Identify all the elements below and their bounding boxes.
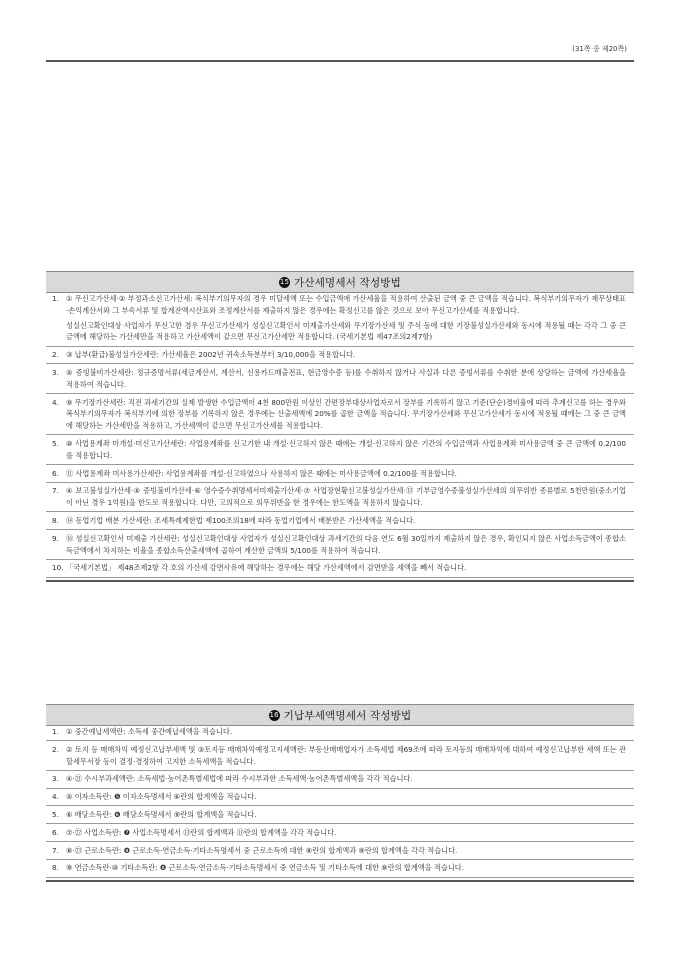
item-separator <box>46 482 634 483</box>
section-15-title: 가산세명세서 작성방법 <box>294 276 401 289</box>
instruction-item <box>46 562 634 574</box>
instruction-item <box>46 293 634 343</box>
item-separator <box>46 823 634 824</box>
item-number: 8. <box>52 515 59 525</box>
section-15-list <box>46 293 634 578</box>
item-number: 6. <box>52 827 59 837</box>
item-separator <box>46 841 634 842</box>
item-paragraph: ② 토지 등 매매차익 예정신고납부세액 및 ③토지등 매매차익예정고지세액란: 부동산매매업자가 소득세법 제69조에 따라 토지등의 매매차익에 대하여 예정신고납부한 세액 또는 관할세무서장 등이 결정·경정하여 고지한 소득세액을 적습니다. <box>66 744 626 766</box>
item-paragraph: ⑥ 배당소득란: ❻ 배당소득명세서 ⑨란의 합계액을 적습니다. <box>66 809 257 819</box>
section-16-bottom-rule <box>46 880 634 882</box>
item-paragraph: ① 무신고가산세·② 부정과소신고가산세: 복식부기의무자의 경우 미달세액 또는 수입금액에 가산세율을 적용하여 산출된 금액 중 큰 금액을 적습니다. 복식부기의무자가 재무상태표·손익계산서와 그 부속서류 및 합계잔액시산표와 조정계산서를 제출하지 않은 경우에는 확정신고를 않은 것으로 보아 무신고가산세를 적용합니다. <box>66 294 626 315</box>
section-16-prepaid-tax <box>46 704 634 882</box>
instruction-item <box>46 845 634 857</box>
item-number: 1. <box>52 294 59 303</box>
item-number: 8. <box>52 863 59 873</box>
item-paragraph: ⑦·㉒ 사업소득란: ❼ 사업소득명세서 ⑬란의 합계액과 ⑪란의 합계액을 각각 적습니다. <box>66 827 337 837</box>
instruction-item <box>46 862 634 874</box>
item-number: 3. <box>52 774 59 784</box>
item-paragraph: ⑯ 성실신고확인서 미제출 가산세란: 성실신고확인대상 사업자가 성실신고확인대상 과세기간의 다음 연도 6월 30일까지 제출하지 않은 경우, 확인되지 않은 사업소득금액이 종합소득금액에서 차지하는 비율을 종합소득산출세액에 곱하여 계산한 금액의 5/100를 적용하여 적습니다. <box>66 533 626 555</box>
item-separator <box>46 770 634 771</box>
item-separator <box>46 393 634 394</box>
item-separator <box>46 859 634 860</box>
item-paragraph: ① 중간예납세액란: 소득세 중간예납세액을 적습니다. <box>66 727 233 736</box>
instruction-item <box>46 468 634 480</box>
item-body <box>66 773 626 785</box>
item-body <box>66 485 626 509</box>
instruction-item <box>46 533 634 557</box>
item-separator <box>46 529 634 530</box>
section-16-header <box>46 704 634 726</box>
item-body <box>66 397 626 432</box>
page-number: (31쪽 중 제20쪽) <box>572 45 627 53</box>
instruction-item <box>46 809 634 821</box>
item-body <box>66 468 626 480</box>
section-15-number-badge: 15 <box>279 277 290 286</box>
instruction-item <box>46 791 634 803</box>
section-16-title: 기납부세액명세서 작성방법 <box>283 709 412 722</box>
item-body <box>66 791 626 803</box>
item-number: 2. <box>52 744 59 754</box>
item-paragraph: ⑤ 이자소득란: ❺ 이자소득명세서 ⑥란의 합계액을 적습니다. <box>66 792 257 802</box>
item-paragraph: 성실신고확인대상 사업자가 무신고한 경우 무신고가산세가 성실신고확인서 미제출가산세와 무기장가산세 및 주식 등에 대한 기장불성실가산세와 동시에 적용될 때는 각각 그 중 큰 금액에 해당하는 가산세만을 적용하고 가산세액이 같으면 무신고가산세만 적용합니다. (국세기본법 제47조의2제7항) <box>66 320 626 342</box>
item-body <box>66 515 626 527</box>
section-15-bottom-rule <box>46 580 634 582</box>
item-body <box>66 809 626 821</box>
item-number: 7. <box>52 486 59 496</box>
item-separator <box>46 464 634 465</box>
item-separator <box>46 559 634 560</box>
section-15-additional-tax <box>46 271 634 582</box>
item-body <box>66 726 626 738</box>
top-divider <box>46 60 634 62</box>
item-paragraph: 「국세기본법」 제48조제2항 각 호의 가산세 감면사유에 해당하는 경우에는 해당 가산세액에서 감면받을 세액을 빼서 적습니다. <box>66 563 467 573</box>
item-number: 9. <box>52 533 59 543</box>
item-paragraph: ⑩ 사업용계좌 미개설·미신고가산세란: 사업용계좌를 신고기한 내 개설·신고하지 않은 때에는 개설·신고하지 않은 기간의 수입금액과 사업용계좌 미사용금액 중 큰 금액에 0.2/100를 적용합니다. <box>66 438 626 460</box>
item-number: 3. <box>52 367 59 377</box>
item-body <box>66 562 626 574</box>
item-separator <box>46 363 634 364</box>
item-body <box>66 367 626 391</box>
item-body <box>66 862 626 874</box>
item-body <box>66 827 626 839</box>
section-16-list <box>46 726 634 878</box>
item-paragraph: ⑭ 동업기업 배분 가산세란: 조세특례제한법 제100조의18에 따라 동업기업에서 배분받은 가산세액을 적습니다. <box>66 515 416 525</box>
item-separator <box>46 511 634 512</box>
instruction-item <box>46 726 634 738</box>
item-paragraph: ⑨ 무기장가산세란: 직전 과세기간의 실제 발생한 수입금액이 4천 800만원 이상인 간편장부대상사업자로서 장부를 기록하지 않고 기준(단순)경비율에 따라 추계신고를 하는 경우와 복식부기의무자가 복식부기에 의한 장부를 기록하지 않은 경우에는 산출세액에 20%를 곱한 금액을 적습니다. 무기장가산세와 무신고가산세가 동시에 적용될 때에는 그 중 큰 금액에 해당하는 가산세만을 적용하고, 가산세액이 같으면 무신고가산세를 적용합니다. <box>66 397 626 431</box>
item-number: 1. <box>52 727 59 736</box>
item-separator <box>46 788 634 789</box>
item-separator <box>46 434 634 435</box>
item-separator <box>46 577 634 578</box>
instruction-item <box>46 397 634 432</box>
item-paragraph: ⑨ 연금소득란·⑩ 기타소득란: ❽ 근로소득·연금소득·기타소득명세서 중 연금소득 및 기타소득에 대한 ⑧란의 합계액을 적습니다. <box>66 863 465 873</box>
item-separator <box>46 740 634 741</box>
item-number: 5. <box>52 809 59 819</box>
item-number: 5. <box>52 438 59 448</box>
item-body <box>66 438 626 462</box>
item-body <box>66 533 626 557</box>
instruction-item <box>46 744 634 768</box>
item-paragraph: ⑤ 증빙불비가산세란: 정규증명서류(세금계산서, 계산서, 신용카드매출전표, 현금영수증 등)를 수취하지 않거나 사실과 다른 증빙서류를 수취한 분에 상당하는 금액에 가산세율을 적용하여 적습니다. <box>66 367 626 389</box>
item-number: 6. <box>52 468 59 478</box>
item-separator <box>46 805 634 806</box>
item-number: 2. <box>52 350 59 360</box>
item-body <box>66 293 626 343</box>
item-paragraph: ④·㉑ 수시부과세액란: 소득세법·농어촌특별세법에 따라 수시부과한 소득세액·농어촌특별세액을 각각 적습니다. <box>66 774 413 784</box>
item-number: 7. <box>52 845 59 855</box>
item-body <box>66 845 626 857</box>
section-16-number-badge: 16 <box>269 710 279 719</box>
item-separator <box>46 346 634 347</box>
item-number: 10. <box>52 563 64 573</box>
instruction-item <box>46 773 634 785</box>
instruction-item <box>46 485 634 509</box>
item-number: 4. <box>52 397 59 407</box>
item-separator <box>46 877 634 878</box>
item-paragraph: ④ 보고불성실가산세·⑤ 증빙불비가산세·⑥ 영수증수취명세서미제출가산세·⑦ 사업장현황신고불성실가산세·⑬ 기부금영수증불성실가산세의 의무위반 종류별로 5천만원(중소기업이 아닌 경우 1억원)을 한도로 적용합니다. 다만, 고의적으로 의무위반을 한 경우에는 한도액을 적용하지 않습니다. <box>66 486 626 508</box>
item-paragraph: ③ 납부(환급)불성실가산세란: 가산세율은 2002년 귀속소득분부터 3/10,000을 적용합니다. <box>66 350 356 360</box>
item-paragraph: ⑪ 사업용계좌 미사용가산세란: 사업용계좌를 개설·신고하였으나 사용하지 않은 때에는 미사용금액에 0.2/100를 적용합니다. <box>66 468 457 478</box>
instruction-item <box>46 515 634 527</box>
item-body <box>66 349 626 361</box>
instruction-item <box>46 438 634 462</box>
instruction-item <box>46 367 634 391</box>
section-15-header <box>46 271 634 293</box>
item-paragraph: ⑧·㉓ 근로소득란: ❽ 근로소득·연금소득·기타소득명세서 중 근로소득에 대한 ⑧란의 합계액과 ⑨란의 합계액을 각각 적습니다. <box>66 845 458 855</box>
instruction-item <box>46 827 634 839</box>
instruction-item <box>46 349 634 361</box>
item-body <box>66 744 626 768</box>
item-number: 4. <box>52 792 59 802</box>
